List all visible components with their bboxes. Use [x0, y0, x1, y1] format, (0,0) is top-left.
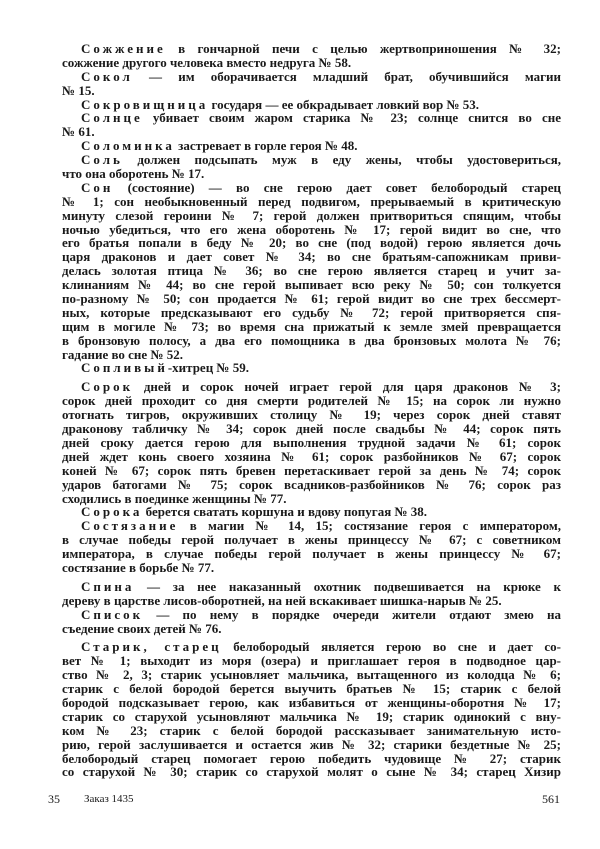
index-entry-text: белобородый старец помогает герою победить чудовище № 27; старик: [62, 750, 561, 766]
text-line: [62, 264, 561, 278]
text-line: [62, 654, 561, 668]
text-line: [62, 70, 561, 84]
text-line: [62, 682, 561, 696]
text-line: [62, 752, 561, 766]
index-entry-text: дней ждет конь своего хозяина № 61; сорок разбойников № 67; сорок: [62, 448, 561, 464]
index-headword: Сон: [81, 179, 114, 195]
index-headword: Сокровищница: [81, 96, 209, 112]
index-entry-text: в бронзовую полосу, а два его помощника в два бронзовых молота № 76;: [62, 332, 561, 348]
text-line: [62, 167, 561, 181]
print-order-note: Заказ 1435: [84, 793, 134, 805]
index-entry-text: старик со старухой усыновляют мальчика № 19; старик одинокий с вну-: [62, 708, 561, 724]
text-line: [62, 408, 561, 422]
index-headword: Список: [81, 606, 144, 622]
index-entry-text: — за нее наказанный охотник подвешивается на крюке к: [134, 578, 561, 594]
index-entry-text: дней и сорок ночей играет герой для царя драконов № 3;: [133, 379, 561, 395]
text-line: [62, 250, 561, 264]
text-line: [62, 56, 561, 70]
signature-mark: 35: [48, 792, 60, 806]
index-headword: Старик, старец: [81, 639, 222, 655]
text-line: [62, 505, 561, 519]
index-entry-text: в гончарной печи с целью жертвоприношения № 32;: [165, 41, 561, 56]
text-line: [62, 84, 561, 98]
text-line: [62, 42, 561, 56]
index-headword: Спина: [81, 578, 135, 594]
page-footer: [48, 791, 560, 807]
index-entry-text: убивает своим жаром старика № 23; солнце снится во сне: [142, 110, 561, 126]
index-entry-text: № 1; сон необыкновенный перед подвигом, прерываемый в критическую: [62, 193, 561, 209]
text-line: [62, 195, 561, 209]
text-line: [62, 765, 561, 779]
text-line: [62, 450, 561, 464]
index-headword: Состязание: [81, 518, 179, 534]
index-headword: Сожжение: [81, 41, 166, 56]
index-text-body: [62, 42, 561, 779]
index-entry-text: императора, в случае победы герой получает в жены принцессу № 67;: [62, 546, 561, 562]
index-entry-text: царя драконов и дает совет № 34; во сне братьям-сапожникам приви-: [62, 249, 561, 265]
index-headword: Соль: [81, 152, 123, 168]
index-entry-text: состязание в борьбе № 77.: [62, 559, 215, 575]
text-line: [62, 111, 561, 125]
index-headword: Соломинка: [81, 138, 175, 154]
index-entry-text: драконову табличку № 34; сорок дней после свадьбы № 44; сорок пять: [62, 421, 561, 437]
text-line: [62, 292, 561, 306]
text-line: [62, 547, 561, 561]
index-entry-text: в случае победы герой получает в жены принцессу № 67; с советником: [62, 532, 561, 548]
text-line: [62, 580, 561, 594]
text-line: [62, 608, 561, 622]
index-entry-text: сорок дней проходит со дня смерти родителей № 15; на сорок ли нужно: [62, 393, 561, 409]
text-line: [62, 492, 561, 506]
text-line: [62, 422, 561, 436]
index-entry-text: ударов батогами № 75; сорок всадников-разбойников № 76; сорок раз: [62, 476, 561, 492]
index-entry-text: (состояние) — во сне герою дает совет белобородый старец: [113, 179, 561, 195]
index-entry-text: вет № 1; выходит из моря (озера) и приглашает героя в подводное цар-: [62, 653, 561, 669]
index-entry-text: ных, которые предсказывают его судьбу № 72; герой притворяется спя-: [62, 304, 561, 320]
index-entry-text: сходились в поединке женщины № 77.: [62, 490, 287, 506]
index-headword: Сорока: [81, 504, 143, 520]
text-line: [62, 380, 561, 394]
text-line: [62, 334, 561, 348]
index-entry-text: со старухой № 30; старик со старухой молят о сыне № 34; старец Хизир: [62, 764, 561, 780]
index-entry-text: минуту слезой героини № 7; герой должен притвориться спящим, чтобы: [62, 207, 561, 223]
text-line: [62, 640, 561, 654]
text-line: [62, 394, 561, 408]
text-line: [62, 668, 561, 682]
text-line: [62, 153, 561, 167]
text-line: [62, 320, 561, 334]
index-headword: Сокол: [81, 68, 133, 84]
index-entry-text: рию, герой заслушивается и остается жив № 32; старики бездетные № 25;: [62, 736, 561, 752]
index-entry-text: клинаниям № 44; во сне герой выпивает всю реку № 50; сон толкуется: [62, 277, 561, 293]
text-line: [62, 181, 561, 195]
index-entry-text: сожжение другого человека вместо недруга № 58.: [62, 54, 352, 70]
index-entry-text: что она оборотень № 17.: [62, 166, 205, 182]
index-entry-text: берется сватать коршуна и вдову попугая № 38.: [142, 504, 428, 520]
index-entry-text: дней сроку дается герою для выполнения трудной задачи № 61; сорок: [62, 434, 561, 450]
index-entry-text: съедение своих детей № 76.: [62, 620, 222, 636]
text-line: [62, 710, 561, 724]
index-entry-text: № 61.: [62, 124, 95, 140]
index-entry-text: ство № 2, 3; старик усыновляет мальчика, вытащенного из колодца № 6;: [62, 667, 561, 683]
index-entry-text: -хитрец № 59.: [167, 360, 249, 376]
index-entry-text: застревает в горле героя № 48.: [174, 138, 358, 154]
index-headword: Сопливый: [81, 360, 168, 376]
text-line: [62, 561, 561, 575]
text-line: [62, 738, 561, 752]
text-line: [62, 348, 561, 362]
index-entry-text: ком № 23; старик с белой бородой рассказывает занимательную исто-: [62, 722, 561, 738]
index-entry-text: должен подсыпать муж в еду жены, чтобы удостовериться,: [122, 152, 561, 168]
index-entry-text: гадание во сне № 52.: [62, 346, 184, 362]
index-entry-text: старик с белой бородой берется выучить братьев № 15; старик с белой: [62, 681, 561, 697]
text-line: [62, 139, 561, 153]
index-headword: Сорок: [81, 379, 134, 395]
index-entry-text: коней № 67; сорок пять бревен перетаскивает герой за день № 74; сорок: [62, 462, 561, 478]
page-number: 561: [542, 792, 560, 806]
text-line: [62, 464, 561, 478]
text-line: [62, 519, 561, 533]
text-line: [62, 306, 561, 320]
text-line: [62, 125, 561, 139]
text-line: [62, 209, 561, 223]
text-line: [62, 278, 561, 292]
index-entry-text: делась золотая птица № 36; во сне герою является старец и учит за-: [62, 263, 561, 279]
index-entry-text: бородой подсказывает герою, как избавиться от женщины-оборотня № 17;: [62, 694, 561, 710]
index-entry-text: по-разному № 50; сон продается № 61; герой видит во сне трех бессмерт-: [62, 291, 561, 307]
text-line: [62, 436, 561, 450]
index-entry-text: отогнать тигров, окруживших столицу № 19; через сорок дней ставят: [62, 407, 561, 423]
index-headword: Солнце: [81, 110, 143, 126]
index-entry-text: белобородый является герою во сне и дает со-: [221, 639, 562, 655]
index-entry-text: ночью убедиться, что его жена оборотень № 17; герой видит во сне, что: [62, 221, 561, 237]
index-entry-text: № 15.: [62, 82, 95, 98]
text-line: [62, 361, 561, 375]
index-entry-text: государя — ее обкрадывает ловкий вор № 53.: [208, 96, 480, 112]
text-line: [62, 478, 561, 492]
text-line: [62, 724, 561, 738]
index-entry-text: в магии № 14, 15; состязание героя с императором,: [178, 518, 561, 534]
text-line: [62, 594, 561, 608]
text-line: [62, 533, 561, 547]
index-entry-text: щим в могиле № 73; во время сна прижатый к земле змей превращается: [62, 318, 561, 334]
text-line: [62, 696, 561, 710]
index-entry-text: — по нему в порядке очереди жители отдают змею на: [143, 606, 561, 622]
text-line: [62, 223, 561, 237]
index-entry-text: — им оборачивается младший брат, обучившийся магии: [132, 68, 561, 84]
index-entry-text: дереву в царстве лисов-оборотней, на ней вскакивает шишка-нарыв № 25.: [62, 592, 502, 608]
index-entry-text: его братья попали в беду № 20; во сне (под водой) герою является дочь: [62, 235, 561, 251]
text-line: [62, 622, 561, 636]
text-line: [62, 236, 561, 250]
text-line: [62, 98, 561, 112]
